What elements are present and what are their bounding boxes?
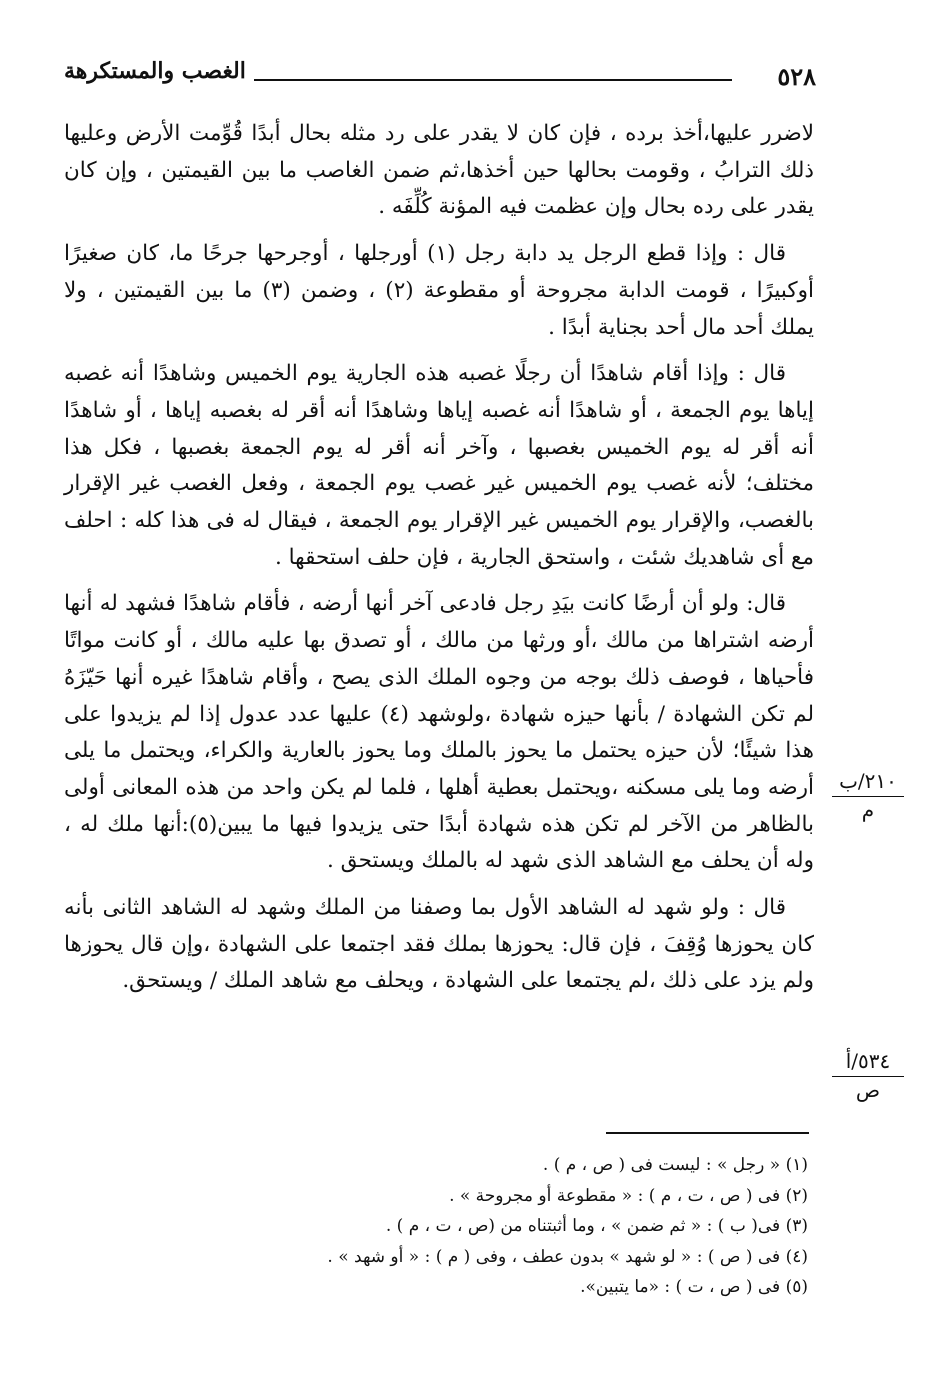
footnote: (١) « رجل » : ليست فى ( ص ، م ) . [542,1155,808,1175]
margin-note-folio: ٥٣٤/أ [832,1048,904,1077]
main-text [64,116,814,1010]
footnote: (٢) فى ( ص ، ت ، م ) : « مقطوعة أو مجروحة » . [449,1185,808,1206]
margin-note [832,1048,904,1103]
page-header [64,58,816,98]
running-title: الغصب والمستكرهة [64,58,246,84]
margin-note-siglum: م [861,798,875,822]
footnotes [300,1150,808,1303]
page-number: ٥٢٨ [777,62,816,91]
margin-note-folio: ٢١٠/ب [832,768,904,797]
margin-note-siglum: ص [855,1078,881,1102]
footnote-separator [606,1132,809,1134]
paragraph: قال : ولو شهد له الشاهد الأول بما وصفنا من الملك وشهد له الشاهد الثانى بأنه كان يحوزها وُقِفَ ، فإن قال: يحوزها بملك فقد اجتمعا على الشهادة ،وإن قال يحوزها ولم يزد على ذلك ،لم يجتمعا على الشهادة ، ويحلف مع شاهد الملك / ويستحق. [64,895,814,994]
footnote: (٥) فى ( ص ، ت ) : «ما يتبين». [580,1277,808,1297]
footnote: (٤) فى ( ص ) : « لو شهد » بدون عطف ، وفى ( م ) : « أو شهد » . [327,1246,808,1267]
paragraph: لاضرر عليها،أخذ برده ، فإن كان لا يقدر على رد مثله بحال أبدًا قُوِّمت الأرض وعليها ذلك الترابُ ، وقومت بحالها حين أخذها،ثم ضمن الغاصب ما بين القيمتين ، وإن كان يقدر على رده بحال وإن عظمت فيه المؤنة كُلِّفَه . [64,121,814,220]
paragraph: قال : وإذا قطع الرجل يد دابة رجل (١) أورجلها ، أوجرحها جرحًا ما، كان صغيرًا أوكبيرًا ، قومت الدابة مجروحة أو مقطوعة (٢) ، وضمن (٣) ما بين القيمتين ، ولا يملك أحد مال أحد بجناية أبدًا . [64,241,814,340]
footnote: (٣) فى( ب ) : « ثم ضمن » ، وما أثبتناه من (ص ، ت ، م ) . [385,1216,808,1236]
header-rule [254,79,732,81]
margin-note [832,768,904,823]
paragraph: قال : وإذا أقام شاهدًا أن رجلًا غصبه هذه الجارية يوم الخميس وشاهدًا أنه غصبه إياها يوم الجمعة ، أو شاهدًا أنه غصبه إياها وشاهدًا أنه أقر له بغصبه إياها ، أو شاهدًا أنه أقر له يوم الخميس بغصبها ، وآخر أنه أقر له يوم الجمعة بغصبها ، فكل هذا مختلف؛ لأنه غصب يوم الخميس غير غصب يوم الجمعة ، وفعل الغصب غير الإقرار بالغصب، والإقرار يوم الخميس غير الإقرار يوم الجمعة ، فيقال له فى هذا كله : احلف مع أى شاهديك شئت ، واستحق الجارية ، فإن حلف استحقها . [64,361,814,570]
paragraph: قال: ولو أن أرضًا كانت بيَدِ رجل فادعى آخر أنها أرضه ، فأقام شاهدًا فشهد له أنها أرضه اشتراها من مالك ،أو ورثها من مالك ، أو تصدق بها عليه مالك ، أو كانت مواتًا فأحياها ، فوصف ذلك بوجه من وجوه الملك الذى يصح ، وأقام شاهدًا غيره أنها حَيّزَهُ لم تكن الشهادة / بأنها حيزه شهادة ،ولوشهد (٤) عليها عدد عدول إذا لم يزيدوا على هذا شيئًا؛ لأن حيزه يحتمل ما يحوز بالملك وما يحوز بالعارية والكراء، ويحتمل ما يلى أرضه وما يلى مسكنه ،ويحتمل بعطية أهلها ، فلما لم يكن واحد من هذه المعانى أولى بالظاهر من الآخر لم تكن هذه شهادة أبدًا حتى يزيدوا فيها ما يبين(٥):أنها ملك له ، وله أن يحلف مع الشاهد الذى شهد له بالملك ويستحق . [64,591,815,874]
